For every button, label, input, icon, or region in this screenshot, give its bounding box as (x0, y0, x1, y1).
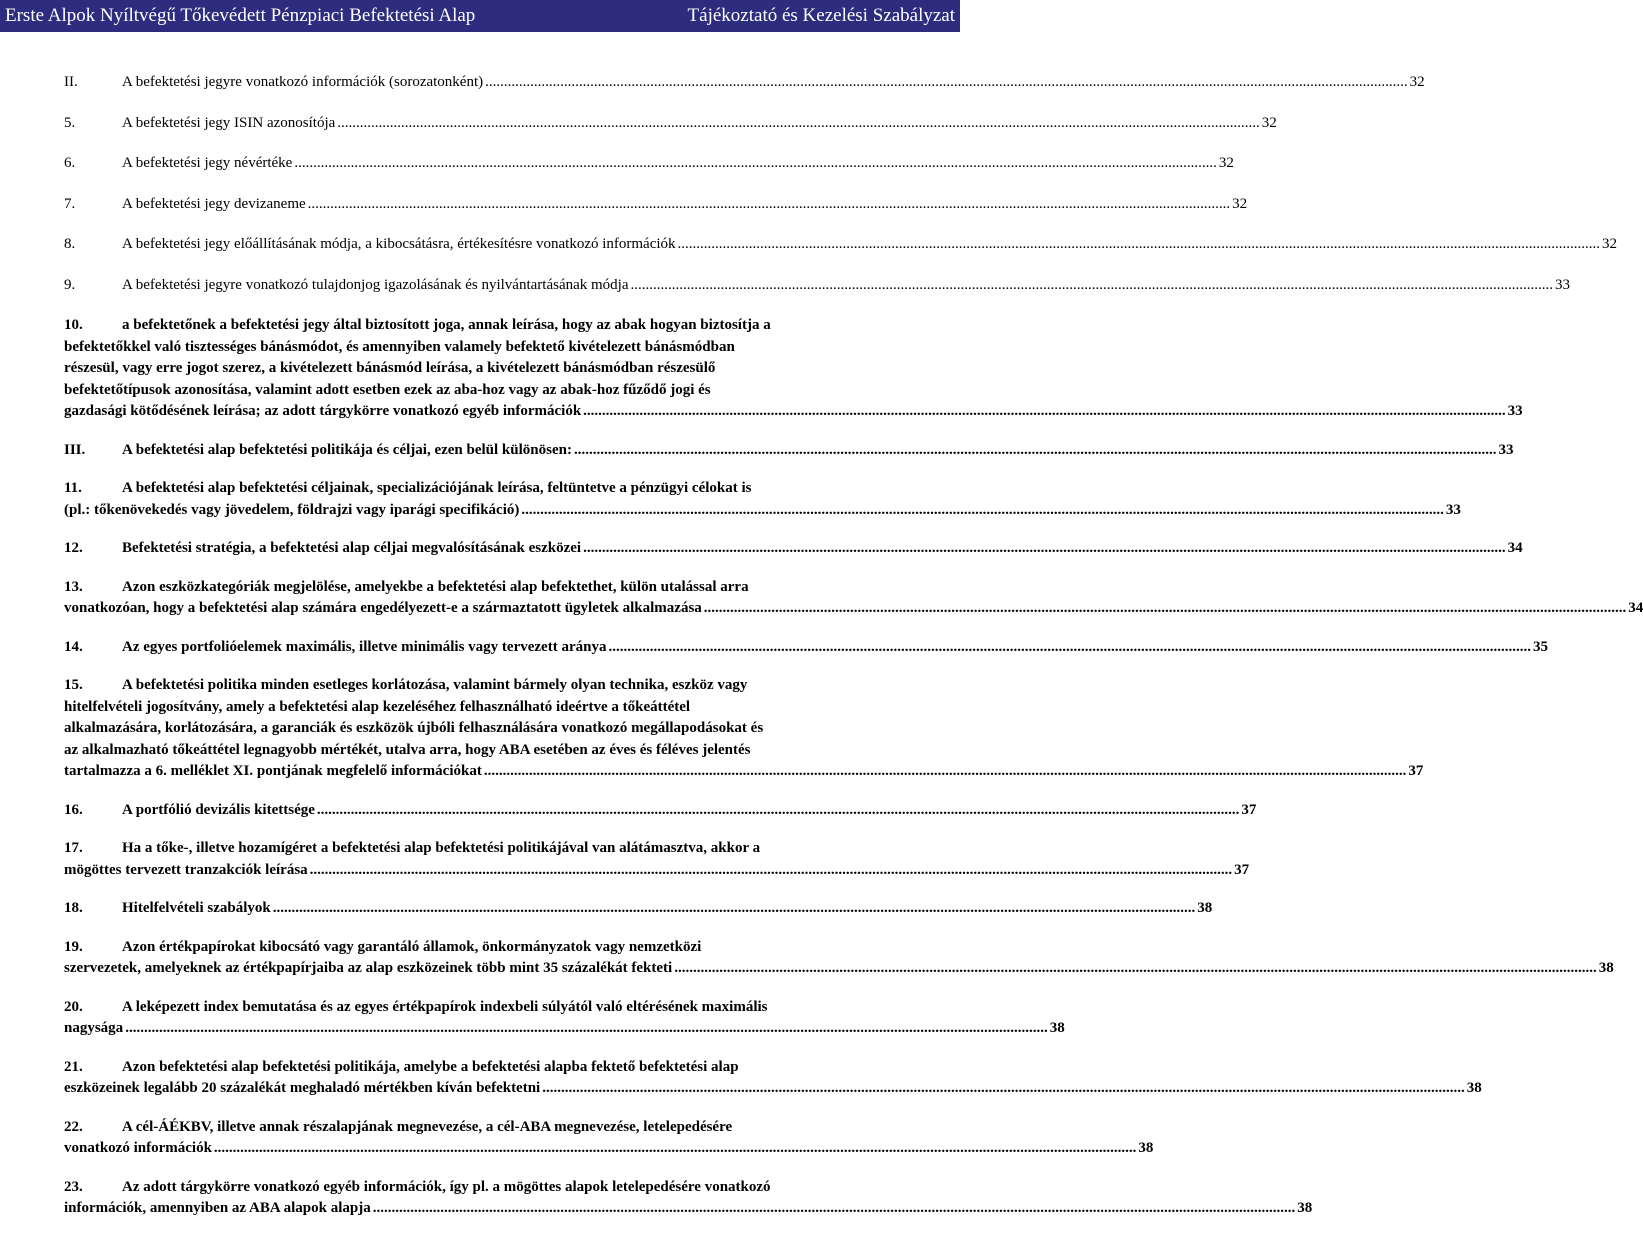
toc-page: 38 (1138, 1140, 1154, 1156)
toc-page: 32 (1602, 236, 1618, 252)
toc-page: 35 (1532, 638, 1548, 655)
toc-text: A befektetési jegyre vonatkozó információk (sorozatonként) (122, 74, 484, 90)
toc-page: 37 (1234, 861, 1250, 878)
toc-text: A befektetési jegy előállításának módja, a kibocsátásra, értékesítésre vonatkozó információk (122, 236, 676, 252)
toc-number: 19. (64, 938, 83, 955)
toc-page: 32 (1261, 114, 1277, 131)
toc-entry-III[interactable] (64, 440, 1514, 462)
running-header (0, 0, 960, 32)
toc-text-line: befektetőtípusok azonosítása, valamint adott esetben ezek az aba-hoz vagy az abak-hoz fűződő jogi és (64, 381, 711, 398)
toc-leader (521, 500, 1444, 522)
toc-page: 38 (1197, 900, 1213, 916)
toc-number: 16. (64, 801, 83, 818)
toc-text: Hitelfelvételi szabályok (122, 900, 271, 916)
toc-number: 22. (64, 1118, 83, 1135)
toc-entry-20[interactable] (64, 997, 1065, 1040)
toc-text-line: Azon értékpapírokat kibocsátó vagy garantáló államok, önkormányzatok vagy nemzetközi (122, 938, 702, 955)
toc-number: 23. (64, 1178, 83, 1195)
header-fund-name: Erste Alpok Nyíltvégű Tőkevédett Pénzpiaci Befektetési Alap (5, 5, 476, 26)
toc-leader (373, 1198, 1296, 1220)
header-document-title: Tájékoztató és Kezelési Szabályzat (687, 5, 955, 26)
toc-page: 33 (1555, 276, 1570, 293)
toc-entry-10[interactable] (64, 315, 1523, 423)
toc-text-line: Ha a tőke-, illetve hozamígéret a befektetési alap befektetési politikájával van alátámasztva, akkor a (122, 840, 761, 856)
toc-entry-18[interactable] (64, 898, 1213, 920)
toc-text: A befektetési jegy névértéke (122, 155, 293, 171)
toc-leader (485, 72, 1408, 94)
toc-entry-11[interactable] (64, 478, 1461, 521)
toc-text-line: gazdasági kötődésének leírása; az adott tárgykörre vonatkozó egyéb információk (64, 403, 582, 419)
toc-leader (294, 153, 1217, 175)
toc-entry-5[interactable] (64, 113, 1277, 135)
toc-text-line: eszközeinek legalább 20 százalékát meghaladó mértékben kíván befektetni (64, 1080, 541, 1096)
toc-text: A befektetési jegy devizaneme (122, 195, 306, 212)
toc-number: 9. (64, 276, 76, 293)
toc-text-line: szervezetek, amelyeknek az értékpapírjaiba az alap eszközeinek több mint 35 százalékát fekteti (64, 960, 673, 976)
toc-leader (310, 860, 1233, 882)
toc-page: 32 (1409, 74, 1425, 90)
toc-entry-13[interactable] (64, 577, 1643, 620)
toc-entry-16[interactable] (64, 800, 1257, 822)
toc-text-line: befektetőkkel való tisztességes bánásmódot, és amennyiben valamely befektető kivételezett bánásmódban (64, 338, 735, 355)
toc-leader (674, 958, 1597, 980)
toc-leader (678, 234, 1601, 256)
toc-page: 34 (1507, 540, 1523, 556)
toc-leader (337, 113, 1260, 135)
toc-number: 12. (64, 540, 83, 556)
toc-entry-II[interactable] (64, 72, 1425, 94)
toc-number: 14. (64, 638, 83, 655)
toc-entry-9[interactable] (64, 275, 1570, 297)
toc-text-line: mögöttes tervezett tranzakciók leírása (64, 861, 308, 878)
toc-entry-19[interactable] (64, 937, 1614, 980)
toc-leader (273, 898, 1196, 920)
toc-text: A befektetési jegyre vonatkozó tulajdonjog igazolásának és nyilvántartásának módja (122, 276, 629, 293)
toc-page: 37 (1241, 801, 1257, 818)
toc-leader (583, 401, 1506, 423)
toc-text-line: A cél-ÁÉKBV, illetve annak részalapjának megnevezése, a cél-ABA megnevezése, letelepedésére (122, 1118, 733, 1135)
toc-number: II. (64, 74, 78, 90)
toc-page: 32 (1232, 195, 1248, 212)
toc-text-line: a befektetőnek a befektetési jegy által biztosított joga, annak leírása, hogy az abak hogyan biztosítja a (122, 317, 771, 333)
toc-text: A befektetési jegy ISIN azonosítója (122, 114, 336, 131)
toc-page: 37 (1408, 763, 1424, 779)
toc-text-line: vonatkozó információk (64, 1140, 212, 1156)
toc-text-line: tartalmazza a 6. melléklet XI. pontjának megfelelő információkat (64, 763, 482, 779)
toc-text-line: információk, amennyiben az ABA alapok alapja (64, 1200, 371, 1216)
toc-text: Az egyes portfolióelemek maximális, illetve minimális vagy tervezett aránya (122, 638, 607, 655)
toc-entry-15[interactable] (64, 675, 1424, 783)
toc-number: III. (64, 441, 86, 458)
toc-leader (608, 637, 1531, 659)
toc-leader (583, 538, 1506, 560)
toc-text: A befektetési alap befektetési politikája és céljai, ezen belül különösen: (122, 441, 572, 458)
toc-page: 33 (1445, 501, 1461, 518)
toc-text-line: vonatkozóan, hogy a befektetési alap számára engedélyezett-e a származtatott ügyletek alkalmazása (64, 600, 702, 616)
toc-leader (317, 800, 1240, 822)
toc-text-line: alkalmazására, korlátozására, a garanciák és eszközök újbóli felhasználására vonatkozó megállapodásokat és (64, 720, 764, 736)
toc-text-line: A befektetési alap befektetési céljainak, specializációjának leírása, feltüntetve a pénzügyi célokat is (122, 480, 752, 496)
toc-text-line: nagysága (64, 1020, 124, 1036)
toc-number: 8. (64, 236, 76, 252)
toc-leader (125, 1018, 1048, 1040)
toc-number: 5. (64, 114, 76, 131)
toc-leader (308, 194, 1231, 216)
toc-text: Befektetési stratégia, a befektetési alap céljai megvalósításának eszközei (122, 540, 582, 556)
table-of-contents (64, 72, 1643, 1220)
toc-page: 34 (1628, 600, 1643, 616)
toc-number: 18. (64, 900, 83, 916)
toc-leader (704, 598, 1627, 620)
toc-entry-17[interactable] (64, 838, 1250, 881)
toc-page: 38 (1598, 960, 1614, 976)
toc-entry-6[interactable] (64, 153, 1234, 175)
toc-page: 33 (1507, 403, 1523, 419)
toc-number: 6. (64, 155, 76, 171)
toc-entry-22[interactable] (64, 1117, 1154, 1160)
toc-number: 11. (64, 480, 82, 496)
toc-number: 10. (64, 317, 83, 333)
toc-leader (214, 1138, 1137, 1160)
toc-text-line: Azon befektetési alap befektetési politikája, amelybe a befektetési alapba fektető befektetési alap (122, 1058, 739, 1075)
toc-text-line: A leképezett index bemutatása és az egyes értékpapírok indexbeli súlyától való eltérésének maximális (122, 998, 768, 1015)
toc-leader (542, 1078, 1465, 1100)
toc-number: 7. (64, 195, 76, 212)
toc-number: 13. (64, 578, 83, 595)
toc-entry-12[interactable] (64, 538, 1523, 560)
toc-number: 17. (64, 840, 83, 856)
toc-leader (631, 275, 1554, 297)
toc-text-line: részesül, vagy erre jogot szerez, a kivételezett bánásmód leírása, a kivételezett bánásmódban részesülő (64, 360, 716, 376)
toc-text-line: A befektetési politika minden esetleges korlátozása, valamint bármely olyan technika, eszköz vagy (122, 677, 748, 693)
toc-text-line: Az adott tárgykörre vonatkozó egyéb információk, így pl. a mögöttes alapok letelepedésére vonatkozó (122, 1178, 771, 1195)
toc-text-line: hitelfelvételi jogosítvány, amely a befektetési alap kezeléséhez felhasználható ideértve a tőkeáttétel (64, 698, 691, 715)
toc-text-line: Azon eszközkategóriák megjelölése, amelyekbe a befektetési alap befektethet, külön utalással arra (122, 578, 749, 595)
toc-number: 21. (64, 1058, 83, 1075)
toc-page: 32 (1218, 155, 1234, 171)
toc-entry-8[interactable] (64, 234, 1618, 256)
toc-text-line: az alkalmazható tőkeáttétel legnagyobb mértékét, utalva arra, hogy ABA esetében az éves és féléves jelentés (64, 741, 751, 758)
toc-number: 15. (64, 677, 83, 693)
toc-page: 38 (1466, 1080, 1482, 1096)
toc-page: 38 (1297, 1200, 1313, 1216)
toc-entry-14[interactable] (64, 637, 1548, 659)
toc-page: 33 (1498, 441, 1514, 458)
toc-text: A portfólió devizális kitettsége (122, 801, 315, 818)
toc-leader (484, 761, 1407, 783)
toc-entry-7[interactable] (64, 194, 1248, 216)
toc-number: 20. (64, 998, 83, 1015)
toc-entry-21[interactable] (64, 1057, 1482, 1100)
toc-entry-23[interactable] (64, 1177, 1313, 1220)
toc-text-line: (pl.: tőkenövekedés vagy jövedelem, földrajzi vagy iparági specifikáció) (64, 501, 520, 518)
toc-leader (574, 440, 1497, 462)
toc-page: 38 (1049, 1020, 1065, 1036)
